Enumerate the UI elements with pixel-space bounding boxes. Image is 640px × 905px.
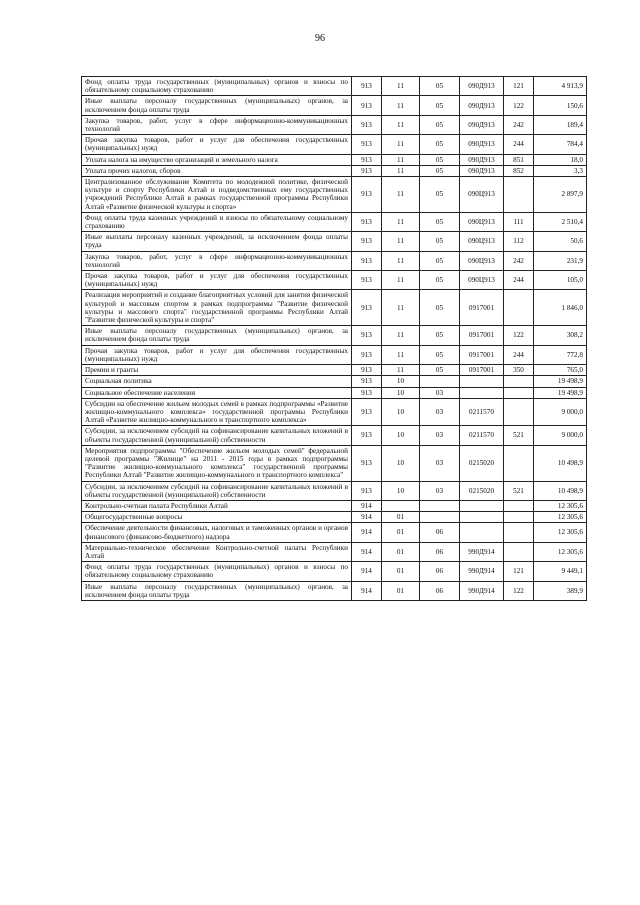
row-section-code: 11 (382, 96, 420, 115)
row-target-code: 0215020 (460, 445, 504, 481)
row-admin-code: 913 (352, 481, 382, 500)
row-subsection-code: 05 (420, 165, 460, 176)
row-section-code: 10 (382, 387, 420, 398)
row-target-code: 990Д914 (460, 562, 504, 581)
row-admin-code: 913 (352, 212, 382, 231)
row-amount: 9 449,1 (534, 562, 587, 581)
row-amount: 765,0 (534, 365, 587, 376)
row-name: Иные выплаты персоналу государственных (муниципальных) органов, за исключением фонда оплаты труда (82, 326, 352, 345)
row-name: Субсидии, за исключением субсидий на софинансирование капитальных вложений в объекты государственной (муниципальной) собственности (82, 426, 352, 445)
row-section-code: 11 (382, 165, 420, 176)
row-target-code: 090Ц913 (460, 271, 504, 290)
row-name: Прочая закупка товаров, работ и услуг для обеспечения государственных (муниципальных) нужд (82, 271, 352, 290)
table-row (82, 542, 587, 561)
row-section-code: 11 (382, 212, 420, 231)
row-target-code: 090Ц913 (460, 232, 504, 251)
row-amount: 9 000,0 (534, 398, 587, 426)
row-expense-type-code (504, 387, 534, 398)
row-section-code: 01 (382, 581, 420, 600)
row-target-code: 090Д913 (460, 115, 504, 134)
row-expense-type-code (504, 445, 534, 481)
table-row (82, 365, 587, 376)
row-amount: 150,6 (534, 96, 587, 115)
row-expense-type-code (504, 542, 534, 561)
row-expense-type-code (504, 290, 534, 326)
row-section-code (382, 500, 420, 511)
row-subsection-code: 06 (420, 562, 460, 581)
row-expense-type-code: 242 (504, 115, 534, 134)
row-section-code: 11 (382, 232, 420, 251)
row-amount: 19 498,9 (534, 376, 587, 387)
row-target-code (460, 512, 504, 523)
row-target-code: 090Ц913 (460, 251, 504, 270)
row-subsection-code: 05 (420, 271, 460, 290)
row-admin-code: 913 (352, 376, 382, 387)
page-number: 96 (315, 33, 325, 44)
row-section-code: 11 (382, 251, 420, 270)
row-expense-type-code (504, 376, 534, 387)
row-amount: 2 897,9 (534, 177, 587, 213)
row-expense-type-code: 122 (504, 326, 534, 345)
row-admin-code: 913 (352, 96, 382, 115)
row-amount: 10 498,9 (534, 481, 587, 500)
table-row (82, 135, 587, 154)
row-amount: 50,6 (534, 232, 587, 251)
row-subsection-code: 06 (420, 523, 460, 542)
row-name: Уплата прочих налогов, сборов (82, 165, 352, 176)
row-expense-type-code: 244 (504, 345, 534, 364)
row-subsection-code: 05 (420, 177, 460, 213)
row-admin-code: 914 (352, 542, 382, 561)
row-subsection-code (420, 512, 460, 523)
row-subsection-code: 05 (420, 326, 460, 345)
table-row (82, 445, 587, 481)
row-section-code: 01 (382, 562, 420, 581)
row-admin-code: 913 (352, 365, 382, 376)
row-expense-type-code: 122 (504, 581, 534, 600)
row-subsection-code: 05 (420, 232, 460, 251)
row-target-code: 0917001 (460, 345, 504, 364)
row-amount: 784,4 (534, 135, 587, 154)
row-subsection-code: 06 (420, 542, 460, 561)
row-section-code: 10 (382, 481, 420, 500)
table-row (82, 387, 587, 398)
row-name: Фонд оплаты труда государственных (муниципальных) органов и взносы по обязательному социальному страхованию (82, 77, 352, 96)
row-name: Социальная политика (82, 376, 352, 387)
row-name: Субсидии, за исключением субсидий на софинансирование капитальных вложений в объекты государственной (муниципальной) собственности (82, 481, 352, 500)
row-name: Иные выплаты персоналу казенных учреждений, за исключением фонда оплаты труда (82, 232, 352, 251)
row-admin-code: 914 (352, 512, 382, 523)
row-expense-type-code: 121 (504, 77, 534, 96)
row-subsection-code (420, 500, 460, 511)
row-subsection-code: 05 (420, 135, 460, 154)
row-admin-code: 914 (352, 581, 382, 600)
row-subsection-code: 06 (420, 581, 460, 600)
row-admin-code: 913 (352, 387, 382, 398)
row-amount: 231,9 (534, 251, 587, 270)
table-row (82, 115, 587, 134)
row-target-code: 0917001 (460, 290, 504, 326)
row-section-code: 10 (382, 398, 420, 426)
row-expense-type-code (504, 523, 534, 542)
row-section-code: 01 (382, 542, 420, 561)
row-admin-code: 913 (352, 115, 382, 134)
row-subsection-code: 05 (420, 290, 460, 326)
row-target-code: 090Ц913 (460, 212, 504, 231)
row-admin-code: 913 (352, 251, 382, 270)
row-admin-code: 914 (352, 523, 382, 542)
row-section-code: 11 (382, 345, 420, 364)
table-row (82, 271, 587, 290)
row-admin-code: 913 (352, 345, 382, 364)
row-admin-code: 913 (352, 271, 382, 290)
row-admin-code: 913 (352, 290, 382, 326)
row-admin-code: 913 (352, 135, 382, 154)
row-subsection-code: 03 (420, 481, 460, 500)
row-expense-type-code: 521 (504, 426, 534, 445)
row-name: Иные выплаты персоналу государственных (муниципальных) органов, за исключением фонда оплаты труда (82, 96, 352, 115)
row-name: Фонд оплаты труда государственных (муниципальных) органов и взносы по обязательному социальному страхованию (82, 562, 352, 581)
table-row (82, 581, 587, 600)
row-target-code: 990Д914 (460, 542, 504, 561)
row-admin-code: 913 (352, 77, 382, 96)
row-amount: 18,0 (534, 154, 587, 165)
table-row (82, 326, 587, 345)
row-target-code: 0215020 (460, 481, 504, 500)
row-expense-type-code (504, 398, 534, 426)
row-expense-type-code: 244 (504, 135, 534, 154)
row-admin-code: 913 (352, 177, 382, 213)
row-expense-type-code: 111 (504, 212, 534, 231)
row-name: Закупка товаров, работ, услуг в сфере информационно-коммуникационных технологий (82, 115, 352, 134)
row-name: Централизованное обслуживание Комитета по молодежной политике, физической культуре и спорту Республики Алтай и подведомственных ему государственных учреждений Республики Алтай в рамках государственной программы Республики Алтай «Развитие физической культуры и спорта» (82, 177, 352, 213)
row-section-code: 01 (382, 523, 420, 542)
row-target-code: 090Д913 (460, 96, 504, 115)
row-admin-code: 913 (352, 326, 382, 345)
row-expense-type-code (504, 512, 534, 523)
table-row (82, 481, 587, 500)
table-row (82, 562, 587, 581)
row-section-code: 11 (382, 290, 420, 326)
table-row (82, 154, 587, 165)
row-name: Материально-техническое обеспечение Контрольно-счетной палаты Республики Алтай (82, 542, 352, 561)
row-amount: 105,0 (534, 271, 587, 290)
table-row (82, 426, 587, 445)
row-amount: 12 305,6 (534, 500, 587, 511)
row-amount: 772,8 (534, 345, 587, 364)
row-amount: 189,4 (534, 115, 587, 134)
row-name: Фонд оплаты труда казенных учреждений и взносы по обязательному социальному страхованию (82, 212, 352, 231)
table-row (82, 232, 587, 251)
row-target-code: 990Д914 (460, 581, 504, 600)
row-section-code: 11 (382, 177, 420, 213)
row-section-code: 11 (382, 365, 420, 376)
table-row (82, 251, 587, 270)
row-subsection-code: 05 (420, 365, 460, 376)
table-row (82, 500, 587, 511)
table-row (82, 177, 587, 213)
row-section-code: 11 (382, 115, 420, 134)
table-row (82, 512, 587, 523)
row-amount: 1 846,0 (534, 290, 587, 326)
row-expense-type-code: 122 (504, 96, 534, 115)
row-section-code: 11 (382, 77, 420, 96)
row-expense-type-code: 242 (504, 251, 534, 270)
row-name: Мероприятия подпрограммы "Обеспечение жильем молодых семей" федеральной целевой программы "Жилище" на 2011 - 2015 годы в рамках подпрограммы "Развитие жилищно-коммунального комплекса" государственной программы Республики Алтай "Развитие жилищно-коммунального и транспортного комплекса" (82, 445, 352, 481)
row-name: Закупка товаров, работ, услуг в сфере информационно-коммуникационных технологий (82, 251, 352, 270)
row-expense-type-code (504, 500, 534, 511)
row-section-code: 10 (382, 426, 420, 445)
table-row (82, 77, 587, 96)
row-amount: 12 305,6 (534, 512, 587, 523)
row-name: Общегосударственные вопросы (82, 512, 352, 523)
row-amount: 12 305,6 (534, 542, 587, 561)
row-subsection-code: 03 (420, 445, 460, 481)
row-subsection-code: 03 (420, 426, 460, 445)
row-expense-type-code: 350 (504, 365, 534, 376)
row-section-code: 10 (382, 376, 420, 387)
row-section-code: 11 (382, 271, 420, 290)
table-row (82, 165, 587, 176)
row-name: Премии и гранты (82, 365, 352, 376)
row-amount: 4 913,9 (534, 77, 587, 96)
row-admin-code: 913 (352, 232, 382, 251)
table-row (82, 96, 587, 115)
row-section-code: 11 (382, 326, 420, 345)
row-admin-code: 913 (352, 154, 382, 165)
row-target-code (460, 523, 504, 542)
row-name: Обеспечение деятельности финансовых, налоговых и таможенных органов и органов финансового (финансово-бюджетного) надзора (82, 523, 352, 542)
table-row (82, 345, 587, 364)
row-expense-type-code: 121 (504, 562, 534, 581)
row-subsection-code: 05 (420, 212, 460, 231)
row-target-code (460, 387, 504, 398)
row-subsection-code: 05 (420, 115, 460, 134)
row-amount: 19 498,9 (534, 387, 587, 398)
row-expense-type-code: 521 (504, 481, 534, 500)
row-expense-type-code: 852 (504, 165, 534, 176)
row-name: Уплата налога на имущество организаций и земельного налога (82, 154, 352, 165)
row-section-code: 11 (382, 154, 420, 165)
row-name: Контрольно-счетная палата Республики Алтай (82, 500, 352, 511)
row-expense-type-code (504, 177, 534, 213)
row-admin-code: 914 (352, 562, 382, 581)
row-target-code: 090Д913 (460, 135, 504, 154)
row-admin-code: 913 (352, 165, 382, 176)
row-subsection-code: 05 (420, 77, 460, 96)
table-row (82, 212, 587, 231)
row-admin-code: 913 (352, 398, 382, 426)
table-row (82, 398, 587, 426)
row-subsection-code: 03 (420, 387, 460, 398)
row-target-code (460, 500, 504, 511)
row-amount: 9 000,0 (534, 426, 587, 445)
row-amount: 389,9 (534, 581, 587, 600)
row-subsection-code: 05 (420, 345, 460, 364)
row-admin-code: 913 (352, 426, 382, 445)
row-subsection-code (420, 376, 460, 387)
row-expense-type-code: 244 (504, 271, 534, 290)
row-name: Социальное обеспечение населения (82, 387, 352, 398)
table-row (82, 290, 587, 326)
row-amount: 10 498,9 (534, 445, 587, 481)
row-subsection-code: 05 (420, 96, 460, 115)
row-subsection-code: 03 (420, 398, 460, 426)
row-name: Субсидии на обеспечение жильем молодых семей в рамках подпрограммы «Развитие жилищно-коммунального комплекса» государственной программы Республики Алтай «Развитие жилищно-коммунального и транспортного комплекса» (82, 398, 352, 426)
budget-table (81, 76, 587, 601)
row-subsection-code: 05 (420, 154, 460, 165)
table-row (82, 523, 587, 542)
row-target-code: 0211570 (460, 426, 504, 445)
row-target-code: 090Д913 (460, 165, 504, 176)
row-section-code: 01 (382, 512, 420, 523)
row-subsection-code: 05 (420, 251, 460, 270)
row-section-code: 11 (382, 135, 420, 154)
row-expense-type-code: 851 (504, 154, 534, 165)
row-section-code: 10 (382, 445, 420, 481)
row-expense-type-code: 112 (504, 232, 534, 251)
row-amount: 3,3 (534, 165, 587, 176)
row-name: Прочая закупка товаров, работ и услуг для обеспечения государственных (муниципальных) нужд (82, 345, 352, 364)
row-name: Иные выплаты персоналу государственных (муниципальных) органов, за исключением фонда оплаты труда (82, 581, 352, 600)
row-amount: 308,2 (534, 326, 587, 345)
budget-table-body (82, 77, 587, 601)
row-amount: 12 305,6 (534, 523, 587, 542)
row-target-code: 090Ц913 (460, 177, 504, 213)
row-target-code: 090Д913 (460, 154, 504, 165)
row-target-code: 0917001 (460, 326, 504, 345)
row-name: Прочая закупка товаров, работ и услуг для обеспечения государственных (муниципальных) нужд (82, 135, 352, 154)
row-admin-code: 914 (352, 500, 382, 511)
row-target-code: 0917001 (460, 365, 504, 376)
row-name: Реализация мероприятий и создание благоприятных условий для занятия физической культурой и массовым спортом в рамках подпрограммы "Развитие физической культуры и массового спорта" государственной программы Республики Алтай "Развитие физической культуры и спорта" (82, 290, 352, 326)
row-target-code: 0211570 (460, 398, 504, 426)
row-amount: 2 510,4 (534, 212, 587, 231)
row-admin-code: 913 (352, 445, 382, 481)
row-target-code: 090Д913 (460, 77, 504, 96)
table-row (82, 376, 587, 387)
row-target-code (460, 376, 504, 387)
